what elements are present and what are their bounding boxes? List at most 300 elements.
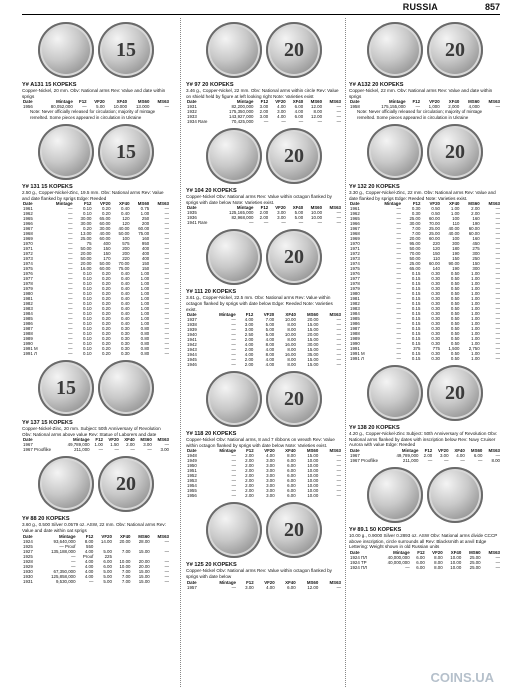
coin-obverse: [38, 456, 94, 512]
table-cell: 4.00: [84, 568, 94, 574]
table-cell: 0.40: [120, 296, 130, 302]
table-cell: 6.00: [473, 452, 483, 458]
table-cell: 0.20: [101, 326, 111, 332]
table-cell: —: [336, 332, 341, 338]
table-cell: 15.00: [307, 322, 319, 328]
table-cell: 2.00: [245, 458, 254, 464]
table-cell: 0.15: [411, 311, 421, 317]
column-header: VF20: [275, 99, 286, 105]
table-cell: —: [336, 347, 341, 353]
table-cell: 0.20: [101, 206, 111, 212]
table-cell: 1.00: [471, 306, 480, 312]
table-cell: 0.30: [120, 326, 130, 332]
table-cell: 1.00: [450, 211, 460, 217]
table-cell: —: [336, 483, 341, 489]
table-cell: 0.30: [431, 306, 440, 312]
table-cell: —: [164, 311, 169, 317]
table-cell: 4.00: [265, 337, 275, 343]
table-cell: 1.00: [140, 211, 150, 217]
table-cell: 2.00: [244, 362, 254, 368]
column-header: MS63: [329, 312, 341, 318]
table-cell: 1984: [23, 311, 33, 317]
table-cell: 65.00: [99, 216, 111, 222]
table-cell: 10.00: [450, 564, 462, 570]
table-cell: 0.15: [411, 276, 421, 282]
table-cell: —: [495, 206, 500, 212]
table-cell: 2.00: [245, 488, 254, 494]
table-cell: 60.00: [99, 221, 111, 227]
table-cell: 3.00: [266, 483, 275, 489]
table-cell: —: [68, 206, 73, 212]
table-row: [22, 447, 170, 452]
table-cell: 110: [452, 221, 460, 227]
table-cell: 90.00: [448, 261, 460, 267]
entry-description: Copper-Nickel Obv: National arms, 8 and 7 ribbons on wreath Rev: Value within octagon flanked by sprigs with date below Note: Varieties exist.: [186, 437, 335, 448]
column-header: F12: [260, 99, 269, 105]
table-cell: 3.00: [259, 104, 269, 110]
table-cell: 1.00: [471, 341, 480, 347]
table-cell: 75: [86, 241, 92, 247]
table-cell: 30.00: [80, 216, 92, 222]
table-cell: 60.00: [468, 226, 480, 232]
table-cell: 4.00: [294, 109, 304, 115]
table-cell: 49,789,000: [396, 452, 419, 458]
table-cell: —: [396, 231, 401, 237]
column-header: F12: [79, 99, 87, 105]
table-cell: 0.40: [120, 211, 130, 217]
table-cell: 0.30: [120, 346, 130, 352]
table-cell: 3.00: [266, 468, 275, 474]
table-cell: —: [68, 276, 73, 282]
table-cell: 0.50: [450, 316, 460, 322]
table-cell: 1971: [350, 246, 360, 252]
column-header: MS63: [329, 448, 341, 454]
table-cell: 10.00: [119, 563, 131, 569]
table-cell: 180: [452, 246, 460, 252]
table-cell: 70.00: [428, 221, 440, 227]
table-cell: 1.00: [140, 301, 150, 307]
table-cell: 190: [472, 221, 480, 227]
table-cell: 1973: [350, 256, 360, 262]
table-cell: 20.00: [307, 332, 319, 338]
table-cell: 150: [141, 266, 150, 272]
table-cell: 2.00: [259, 210, 269, 216]
table-cell: 100: [452, 216, 460, 222]
coin-reverse: [427, 467, 483, 523]
coin-images: [349, 20, 501, 80]
table-cell: 50.00: [80, 256, 92, 262]
column-header: XF40: [124, 437, 135, 443]
table-cell: 20.00: [80, 251, 92, 257]
table-cell: 1967: [350, 452, 360, 458]
table-cell: 2.00: [245, 483, 254, 489]
column-header: Date: [187, 448, 197, 454]
table-cell: 220: [122, 256, 130, 262]
table-cell: 1972: [23, 251, 33, 257]
table-cell: 0.40: [120, 286, 130, 292]
table-cell: 3.00: [143, 442, 152, 448]
entry-description: Copper-Nickel Obv: National arms Rev: Value within octagon flanked by sprigs with date below Note: Varieties exist.: [186, 194, 332, 205]
table-cell: 0.30: [431, 336, 440, 342]
table-cell: 450: [472, 241, 480, 247]
table-cell: 30.00: [99, 226, 111, 232]
table-cell: 1980: [23, 291, 33, 297]
catalog-entry: [186, 369, 342, 498]
table-cell: 3.00: [266, 458, 275, 464]
column-header: XF40: [450, 549, 462, 555]
table-cell: —: [164, 326, 169, 332]
page-number: 857: [484, 2, 500, 12]
table-cell: —: [231, 453, 236, 459]
table-cell: 0.50: [450, 281, 460, 287]
table-cell: 0.10: [82, 326, 92, 332]
table-cell: —: [231, 478, 236, 484]
table-cell: 60.00: [99, 236, 111, 242]
table-cell: 2.00: [244, 347, 254, 353]
table-cell: 0.15: [411, 271, 421, 277]
table-cell: 2.00: [259, 109, 269, 115]
table-cell: —: [336, 458, 341, 464]
table-cell: 1953: [187, 478, 197, 484]
table-cell: 1.00: [94, 442, 103, 448]
table-cell: 6.00: [103, 558, 112, 564]
table-cell: 3.00: [277, 210, 286, 216]
entry-description: 2.50 g., Copper-Nickel-Zinc, 19.5 mm. Obv: National arms Rev: Value and date flanked by sprigs Edge: Reeded: [22, 190, 164, 201]
table-cell: 1966: [350, 221, 360, 227]
coin-images: [349, 122, 501, 182]
table-cell: —: [415, 104, 421, 110]
table-cell: 0.10: [82, 291, 92, 297]
table-cell: 1924: [23, 538, 33, 544]
table-cell: 7.00: [121, 578, 131, 584]
table-cell: 4.00: [265, 357, 275, 363]
table-cell: 15.00: [138, 548, 150, 554]
table-cell: 0.50: [450, 341, 460, 347]
table-cell: 1977: [350, 276, 360, 282]
table-cell: —: [71, 563, 76, 569]
table-cell: 16.00: [284, 342, 296, 348]
catalog-entry: [22, 358, 170, 452]
table-cell: —: [249, 220, 254, 226]
table-cell: —: [298, 220, 304, 226]
table-cell: —: [396, 256, 401, 262]
table-cell: —: [396, 236, 401, 242]
table-cell: —: [231, 327, 236, 333]
table-cell: 1,000: [428, 104, 440, 110]
table-cell: 0.40: [120, 281, 130, 287]
coin-images: [186, 126, 342, 186]
table-cell: 10.00: [307, 493, 319, 499]
table-cell: 4.00: [456, 452, 465, 458]
mintage-table: [349, 448, 501, 463]
table-cell: 50.00: [409, 246, 421, 252]
table-cell: —: [396, 341, 401, 347]
mintage-table: [186, 99, 342, 124]
table-cell: 1.00: [140, 291, 150, 297]
table-cell: 75.00: [138, 231, 150, 237]
table-cell: 60.00: [468, 231, 480, 237]
coin-obverse: [38, 124, 94, 180]
table-cell: 4.00: [244, 352, 254, 358]
table-cell: 0.15: [411, 301, 421, 307]
table-cell: 575: [122, 241, 130, 247]
table-cell: 1970: [350, 241, 360, 247]
table-cell: 1976: [350, 271, 360, 277]
table-cell: 4.00: [84, 563, 94, 569]
table-cell: 0.15: [411, 331, 421, 337]
table-cell: 20.00: [138, 558, 150, 564]
table-cell: —: [231, 357, 236, 363]
table-cell: 100: [122, 236, 130, 242]
table-cell: —: [68, 301, 73, 307]
coin-reverse: [98, 360, 154, 416]
table-cell: 0.20: [82, 226, 92, 232]
table-cell: 0.10: [82, 286, 92, 292]
table-cell: 15.00: [138, 573, 150, 579]
table-cell: —: [396, 311, 401, 317]
table-cell: 1986: [23, 321, 33, 327]
table-cell: 5.00: [103, 578, 112, 584]
table-cell: 0.50: [450, 276, 460, 282]
column-header: MS60: [468, 201, 480, 207]
table-cell: 1979: [350, 286, 360, 292]
table-cell: 0.30: [431, 281, 440, 287]
table-cell: —: [164, 331, 169, 337]
table-cell: 120: [122, 221, 130, 227]
table-cell: 7.00: [411, 226, 421, 232]
table-cell: —: [396, 206, 401, 212]
table-cell: 3.00: [259, 114, 269, 120]
table-cell: —: [71, 558, 76, 564]
table-cell: 0.30: [431, 321, 440, 327]
table-cell: 70.00: [118, 261, 130, 267]
table-cell: 4.00: [244, 317, 254, 323]
table-cell: Proof: [82, 553, 94, 559]
coin-obverse: [206, 371, 262, 427]
table-cell: 0.20: [101, 316, 111, 322]
table-cell: —: [164, 558, 169, 564]
table-cell: 2.00: [245, 473, 254, 479]
table-cell: 80,052,000: [50, 104, 73, 110]
column-1: [22, 18, 170, 687]
table-cell: 1944: [187, 352, 197, 358]
table-cell: 10.00: [311, 210, 323, 216]
table-cell: 1.00: [471, 311, 480, 317]
table-cell: 4.00: [277, 104, 286, 110]
column-header: Mintage: [55, 201, 73, 207]
table-cell: 143,927,000: [229, 114, 254, 120]
table-cell: 1932: [187, 109, 197, 115]
coin-images: [22, 122, 170, 182]
table-cell: —: [478, 457, 483, 463]
column-header: Mintage: [219, 448, 236, 454]
table-cell: 211,000: [74, 447, 90, 453]
table-cell: 1950: [187, 463, 197, 469]
table-cell: 1930: [23, 568, 33, 574]
table-cell: 0.50: [450, 286, 460, 292]
column-header: VF20: [264, 448, 275, 454]
table-cell: —: [231, 463, 236, 469]
table-cell: 10.00: [307, 468, 319, 474]
table-cell: —: [396, 211, 401, 217]
coin-reverse: 20: [427, 22, 483, 78]
table-cell: —: [164, 573, 169, 579]
table-cell: 1974: [350, 261, 360, 267]
table-cell: 1.00: [471, 286, 480, 292]
entry-title: Y# 138 20 KOPEKS: [349, 425, 400, 432]
column-header: Mintage: [389, 99, 406, 105]
column-header: VF20: [101, 533, 112, 539]
table-cell: 1988: [23, 331, 33, 337]
table-cell: 0.15: [411, 291, 421, 297]
table-row: [22, 579, 170, 584]
table-cell: 1956: [23, 104, 33, 110]
table-cell: —: [68, 251, 73, 257]
entry-description: 3.30 g., Copper-Nickel-Zinc, 22 mm. Obv: National arms Rev: Value and date flanked by sprigs Edge: Reeded Note: Varieties exist.: [349, 190, 496, 201]
column-header: MS60: [306, 448, 319, 454]
table-cell: 1934 Rare: [187, 119, 208, 125]
table-cell: 1984: [350, 311, 360, 317]
table-cell: —: [396, 266, 401, 272]
table-cell: 1970: [23, 241, 33, 247]
table-cell: 13.000: [135, 104, 150, 110]
table-cell: 2.50: [244, 332, 254, 338]
table-cell: —: [231, 362, 236, 368]
catalog-entry: [22, 122, 170, 356]
column-header: F12: [417, 549, 425, 555]
table-cell: 150: [452, 256, 460, 262]
table-cell: 0.10: [82, 321, 92, 327]
table-cell: —: [495, 236, 500, 242]
table-cell: —: [396, 281, 401, 287]
table-cell: 1974: [23, 261, 33, 267]
table-cell: 120: [122, 216, 130, 222]
table-cell: 12.00: [307, 584, 319, 590]
catalog-entry: [186, 227, 342, 367]
table-cell: 7.00: [121, 568, 131, 574]
table-cell: 1.00: [140, 316, 150, 322]
column-header: XF40: [448, 99, 460, 105]
table-cell: 0.50: [450, 331, 460, 337]
table-cell: 60.00: [428, 236, 440, 242]
table-cell: —: [396, 246, 401, 252]
table-cell: 7.00: [121, 548, 131, 554]
table-cell: 125,858,000: [51, 573, 76, 579]
table-cell: 67,350,000: [53, 568, 76, 574]
table-cell: —: [495, 261, 500, 267]
column-header: Date: [187, 312, 197, 318]
table-cell: —: [68, 256, 73, 262]
table-cell: 200: [122, 246, 130, 252]
table-cell: 1931: [187, 104, 197, 110]
table-cell: 1975: [23, 266, 33, 272]
table-cell: —: [164, 296, 169, 302]
table-cell: —: [336, 104, 341, 110]
table-cell: —: [68, 211, 73, 217]
table-cell: —: [495, 211, 500, 217]
table-cell: 0.30: [431, 326, 440, 332]
table-cell: —: [396, 291, 401, 297]
table-cell: 250: [141, 216, 150, 222]
column-header: Mintage: [401, 447, 419, 453]
table-cell: 1.00: [471, 326, 480, 332]
table-cell: 50.00: [409, 256, 421, 262]
table-cell: 16.00: [284, 352, 296, 358]
table-cell: 6.00: [287, 483, 296, 489]
table-cell: 6.00: [287, 473, 296, 479]
table-cell: —: [82, 104, 87, 110]
table-cell: —: [164, 211, 169, 217]
table-cell: —: [396, 276, 401, 282]
mintage-table: [186, 580, 342, 590]
table-cell: —: [495, 281, 500, 287]
column-header: MS63: [157, 99, 169, 105]
mintage-table: [186, 312, 342, 367]
table-cell: 0.20: [101, 336, 111, 342]
entry-note: Note: Never officially released for circulation; majority of mintage remelted. Some pieces appeared in circulation in Ukraine: [30, 109, 156, 120]
column-header: MS60: [138, 533, 150, 539]
coin-images: [186, 500, 342, 560]
table-cell: 1.00: [140, 311, 150, 317]
table-cell: 0.10: [82, 341, 92, 347]
table-cell: 25.00: [469, 564, 481, 570]
table-cell: 140: [432, 266, 440, 272]
coin-obverse: [367, 365, 423, 421]
table-cell: 1941: [187, 337, 197, 343]
table-cell: 25.00: [469, 554, 481, 560]
table-cell: 1.00: [140, 276, 150, 282]
table-cell: 0.15: [411, 286, 421, 292]
table-cell: 1951: [187, 468, 197, 474]
table-cell: —: [231, 488, 236, 494]
table-cell: 20.00: [307, 317, 319, 323]
catalog-entry: [349, 122, 501, 361]
table-cell: 5.00: [96, 104, 105, 110]
table-cell: 0.20: [101, 271, 111, 277]
table-cell: 30.00: [307, 342, 319, 348]
table-cell: 40,000,000: [387, 554, 410, 560]
table-cell: —: [495, 251, 500, 257]
table-cell: —: [130, 447, 135, 453]
table-cell: —: [495, 296, 500, 302]
table-cell: —: [396, 316, 401, 322]
mintage-table: [186, 205, 342, 225]
table-cell: —: [396, 221, 401, 227]
catalog-entry: [22, 454, 170, 583]
entry-title: Y# 88 20 KOPEKS: [22, 516, 70, 523]
mintage-table: [349, 99, 501, 109]
column-header: Date: [350, 201, 360, 207]
table-cell: —: [495, 341, 500, 347]
table-cell: 275: [472, 246, 480, 252]
table-cell: 0.40: [120, 306, 130, 312]
table-cell: —: [495, 276, 500, 282]
table-cell: 1991 Л: [350, 356, 364, 362]
table-cell: 10.000: [113, 104, 128, 110]
table-cell: —: [68, 246, 73, 252]
table-cell: 25.00: [428, 231, 440, 237]
coin-reverse: 20: [266, 229, 322, 285]
table-cell: 3.00: [277, 215, 286, 221]
table-cell: 160: [472, 216, 480, 222]
table-cell: 8.00: [287, 362, 296, 368]
table-cell: 1962: [350, 211, 360, 217]
table-cell: 5.00: [103, 568, 112, 574]
table-cell: —: [336, 362, 341, 368]
table-cell: —: [164, 316, 169, 322]
coin-obverse: [206, 229, 262, 285]
column-header: XF40: [285, 579, 296, 585]
